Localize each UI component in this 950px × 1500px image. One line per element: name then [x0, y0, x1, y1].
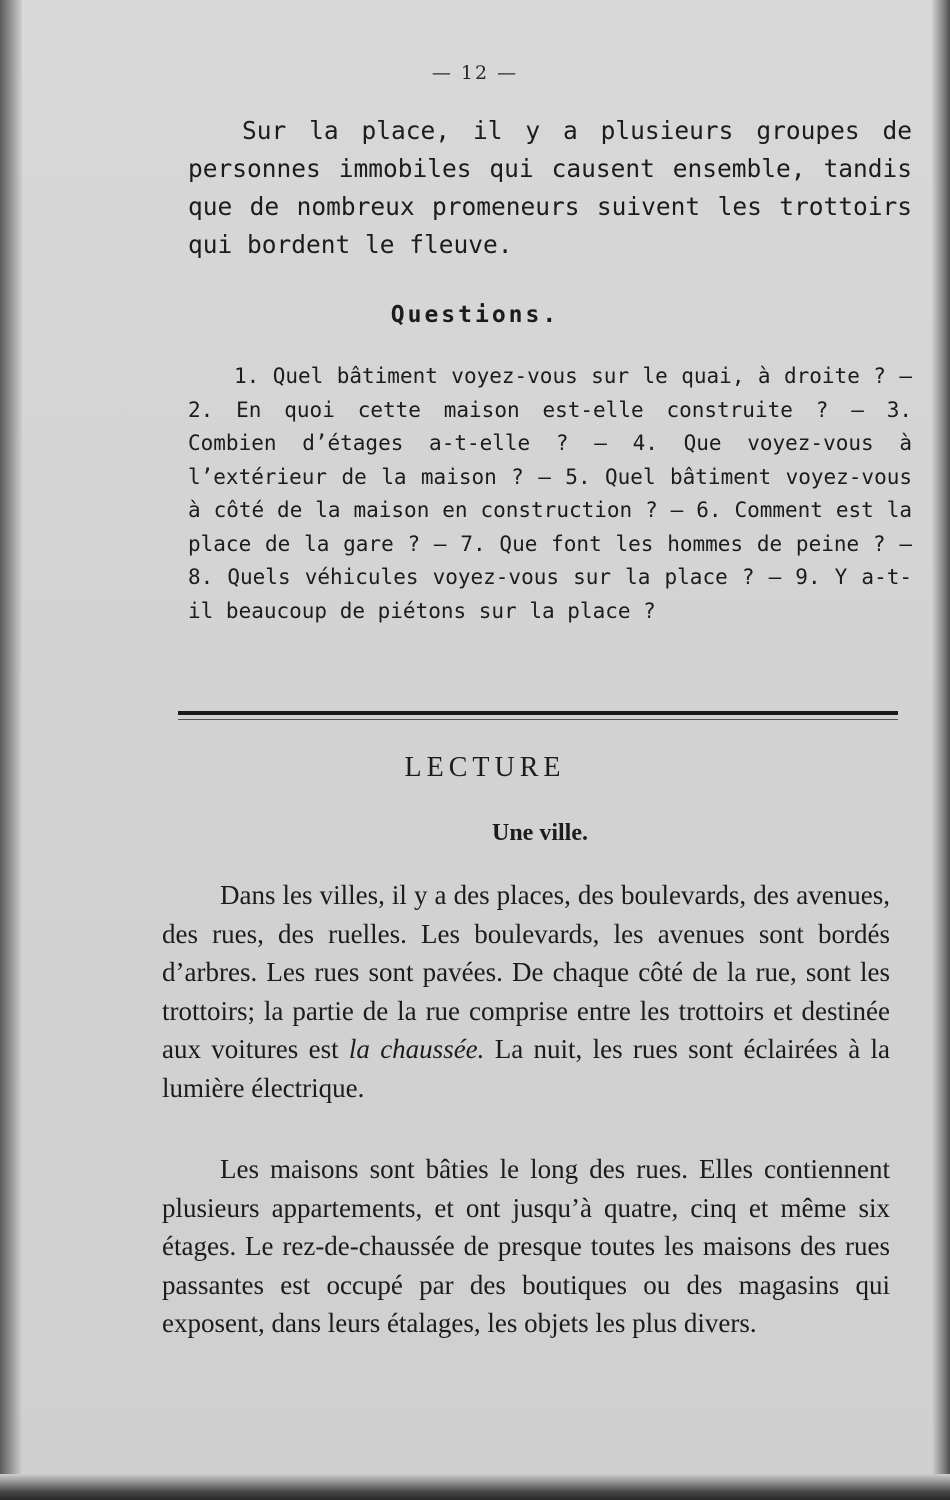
- lecture-subtitle: Une ville.: [492, 820, 588, 846]
- lecture-heading: LECTURE: [404, 752, 566, 783]
- page-left-edge-shadow: [0, 0, 22, 1500]
- reading-paragraph-1-start: Dans les villes, il y a des places, des boulevards, des avenues, des rues, des ruelles. Les boulevards, les avenues sont bordés d’arbres. Les rues sont pavées. De chaque côté de la rue, sont les trottoirs; la partie de la rue comprise entre les trottoirs et destinée aux voitures est: [162, 880, 890, 1065]
- reading-paragraph-1: [162, 876, 890, 1108]
- questions-list: 1. Quel bâtiment voyez-vous sur le quai, à droite ? — 2. En quoi cette maison est-elle construite ? — 3. Combien d’étages a-t-elle ? — 4. Que voyez-vous à l’extérieur de la maison ? — 5. Quel bâtiment voyez-vous à côté de la maison en construction ? — 6. Comment est la place de la gare ? — 7. Que font les hommes de peine ? — 8. Quels véhicules voyez-vous sur la place ? — 9. Y a-t-il beaucoup de piétons sur la place ?: [188, 364, 912, 623]
- emphasis-chaussee: la chaussée.: [348, 1034, 485, 1065]
- reading-paragraph-2: Les maisons sont bâties le long des rues. Elles contiennent plusieurs appartements, et ont jusqu’à quatre, cinq et même six étages. Le rez-de-chaussée de presque toutes les maisons des rues passantes est occupé par des boutiques ou des magasins qui exposent, dans leurs étalages, les objets les plus divers.: [162, 1154, 890, 1339]
- section-divider: [178, 711, 898, 715]
- intro-paragraph: Sur la place, il y a plusieurs groupes de personnes immobiles qui causent ensemble, tandis que de nombreux promeneurs suivent les trottoirs qui bordent le fleuve.: [188, 116, 912, 259]
- page-number: — 12 —: [431, 62, 519, 84]
- page-bottom-edge-shadow: [0, 1474, 950, 1500]
- section-divider-thin: [178, 719, 898, 720]
- reading-paragraph-1-end: La nuit, les rues sont éclairées à la lumière électrique.: [162, 1034, 890, 1103]
- page-right-edge-shadow: [932, 0, 950, 1500]
- questions-heading: Questions.: [390, 302, 560, 328]
